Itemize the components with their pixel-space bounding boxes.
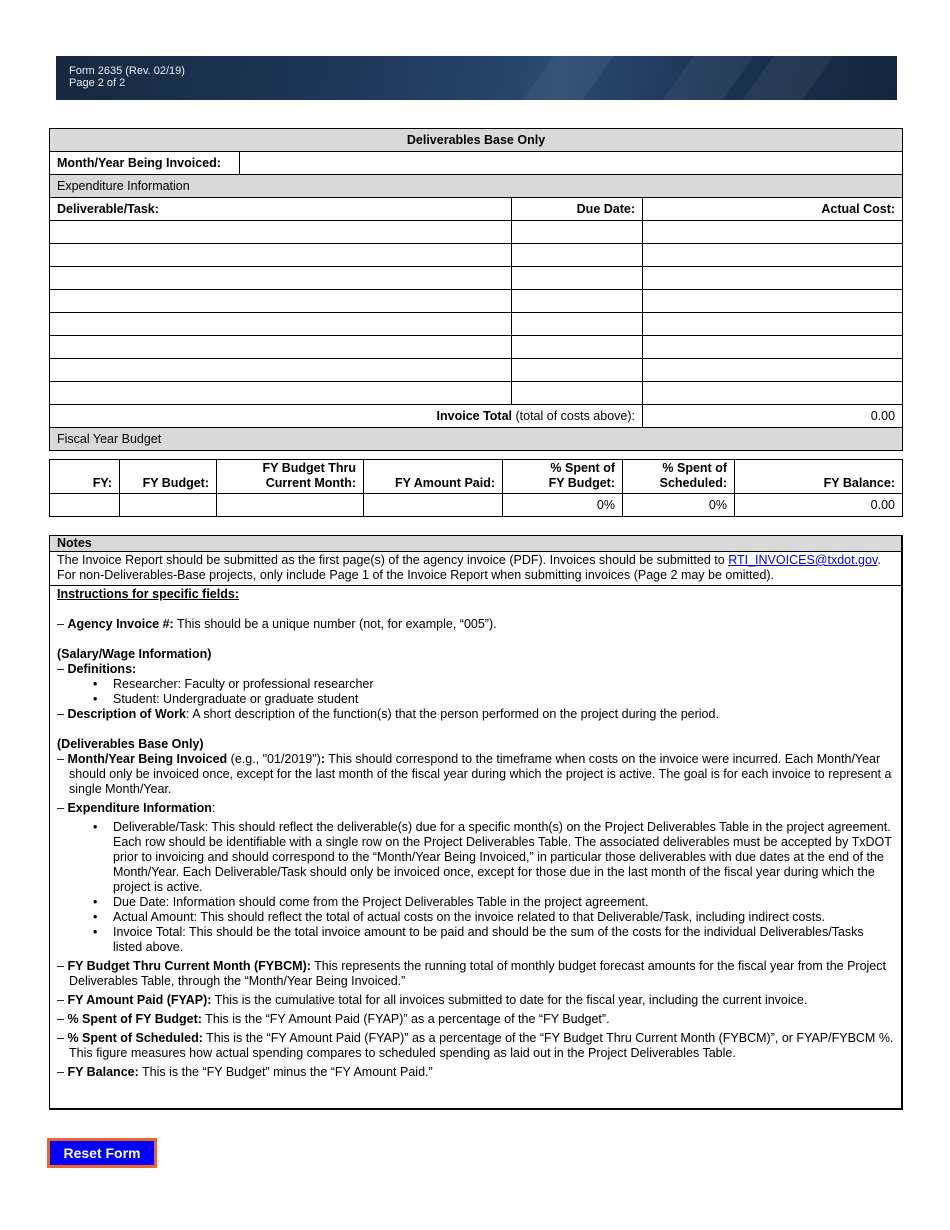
- expenditure-row: [50, 313, 903, 336]
- def-student: • Student: Undergraduate or graduate student: [57, 692, 894, 707]
- note-agency-invoice: – Agency Invoice #: This should be a unique number (not, for example, “005”).: [57, 617, 497, 631]
- notes-title: Notes: [50, 536, 901, 552]
- instructions: [50, 586, 901, 1081]
- instructions-title: Instructions for specific fields:: [57, 587, 239, 601]
- note-month-year: – Month/Year Being Invoiced (e.g., "01/2019"): This should correspond to the timeframe when costs on the invoice were incurred. Each Month/Year should only be invoiced once, except for the last month of the fiscal year during which the project is active. The goal is for each invoice to represent a single Month/Year.: [57, 752, 892, 796]
- due-date-column-header: Due Date:: [512, 198, 643, 221]
- expenditure-row: [50, 221, 903, 244]
- expenditure-row: [50, 336, 903, 359]
- note-expenditure: – Expenditure Information:: [57, 801, 216, 815]
- fy-balance-value: 0.00: [735, 494, 903, 517]
- expenditure-row: [50, 359, 903, 382]
- fy-input[interactable]: [50, 494, 120, 517]
- exp-actual-amount: • Actual Amount: This should reflect the total of actual costs on the invoice related to that Deliverable/Task, including indirect costs.: [57, 910, 894, 925]
- due-date-input[interactable]: [512, 244, 643, 267]
- fiscal-year-table: [49, 459, 903, 517]
- expenditure-row: [50, 267, 903, 290]
- task-input[interactable]: [50, 244, 512, 267]
- fy-budget-thru-input[interactable]: [217, 494, 364, 517]
- actual-cost-input[interactable]: [643, 244, 903, 267]
- fy-budget-input[interactable]: [120, 494, 217, 517]
- dbo-section-title: (Deliverables Base Only): [57, 737, 204, 751]
- fy-amount-paid-column-header: FY Amount Paid:: [364, 460, 503, 494]
- due-date-input[interactable]: [512, 382, 643, 405]
- note-fy-balance: – FY Balance: This is the “FY Budget” minus the “FY Amount Paid.”: [57, 1065, 433, 1079]
- note-definitions: – Definitions:: [57, 662, 137, 676]
- expenditure-row: [50, 290, 903, 313]
- spent-budget-column-header: % Spent of FY Budget:: [503, 460, 623, 494]
- actual-cost-input[interactable]: [643, 313, 903, 336]
- expenditure-section-header: Expenditure Information: [50, 175, 903, 198]
- due-date-input[interactable]: [512, 336, 643, 359]
- actual-cost-input[interactable]: [643, 336, 903, 359]
- month-year-input[interactable]: [240, 152, 903, 175]
- spent-scheduled-column-header: % Spent of Scheduled:: [623, 460, 735, 494]
- due-date-input[interactable]: [512, 290, 643, 313]
- invoice-email-link[interactable]: RTI_INVOICES@txdot.gov: [728, 553, 878, 567]
- exp-invoice-total: • Invoice Total: This should be the total invoice amount to be paid and should be the sum of the costs for the individual Deliverables/Tasks listed above.: [57, 925, 894, 955]
- notes-box: [49, 535, 903, 1110]
- actual-cost-column-header: Actual Cost:: [643, 198, 903, 221]
- actual-cost-input[interactable]: [643, 221, 903, 244]
- spent-scheduled-value: 0%: [623, 494, 735, 517]
- due-date-input[interactable]: [512, 359, 643, 382]
- note-description-of-work: – Description of Work: A short description of the function(s) that the person performed on the project during the period.: [57, 707, 719, 721]
- note-fybcm: – FY Budget Thru Current Month (FYBCM): This represents the running total of monthly budget forecast amounts for the fiscal year from the Project Deliverables Table, through the “Month/Year Being Invoiced.”: [57, 959, 886, 988]
- fy-amount-paid-input[interactable]: [364, 494, 503, 517]
- fiscal-year-section-header: Fiscal Year Budget: [50, 428, 903, 451]
- actual-cost-input[interactable]: [643, 359, 903, 382]
- expenditure-row: [50, 382, 903, 405]
- expenditure-row: [50, 244, 903, 267]
- def-researcher: • Researcher: Faculty or professional researcher: [57, 677, 894, 692]
- reset-form-button[interactable]: Reset Form: [47, 1138, 157, 1168]
- form-header-banner: [56, 56, 897, 100]
- actual-cost-input[interactable]: [643, 382, 903, 405]
- exp-due-date: • Due Date: Information should come from the Project Deliverables Table in the project agreement.: [57, 895, 894, 910]
- notes-intro: The Invoice Report should be submitted as the first page(s) of the agency invoice (PDF). Invoices should be submitted to RTI_INVOICES@txdot.gov. For non-Deliverables-Base projects, only include Page 1 of the Invoice Report when submitting invoices (Page 2 may be omitted).: [50, 552, 901, 586]
- fy-balance-column-header: FY Balance:: [735, 460, 903, 494]
- form-number: Form 2635 (Rev. 02/19): [69, 65, 185, 77]
- invoice-total-value: 0.00: [643, 405, 903, 428]
- note-spent-budget: – % Spent of FY Budget: This is the “FY Amount Paid (FYAP)” as a percentage of the “FY Budget”.: [57, 1012, 610, 1026]
- task-column-header: Deliverable/Task:: [50, 198, 512, 221]
- task-input[interactable]: [50, 359, 512, 382]
- deliverables-table: [49, 128, 903, 451]
- task-input[interactable]: [50, 290, 512, 313]
- due-date-input[interactable]: [512, 267, 643, 290]
- task-input[interactable]: [50, 267, 512, 290]
- invoice-total-label: Invoice Total (total of costs above):: [50, 405, 643, 428]
- month-year-label: Month/Year Being Invoiced:: [50, 152, 240, 175]
- task-input[interactable]: [50, 382, 512, 405]
- page-number: Page 2 of 2: [69, 77, 126, 89]
- exp-task: • Deliverable/Task: This should reflect the deliverable(s) due for a specific month(s) on the Project Deliverables Table in the project agreement. Each row should be identifiable with a single row on the Project Deliverables Table. The associated deliverables must be accepted by TxDOT prior to invoicing and should correspond to the “Month/Year Being Invoiced,” in particular those deliverables with due dates at the end of the Month/Year. Each Deliverable/Task should only be invoiced once, except for those due in the last month of the fiscal year during which the project is active.: [57, 820, 894, 895]
- note-fyap: – FY Amount Paid (FYAP): This is the cumulative total for all invoices submitted to date for the fiscal year, including the current invoice.: [57, 993, 808, 1007]
- form-header-text: [69, 65, 185, 89]
- fy-budget-column-header: FY Budget:: [120, 460, 217, 494]
- task-input[interactable]: [50, 221, 512, 244]
- fy-budget-thru-column-header: FY Budget Thru Current Month:: [217, 460, 364, 494]
- due-date-input[interactable]: [512, 313, 643, 336]
- actual-cost-input[interactable]: [643, 267, 903, 290]
- actual-cost-input[interactable]: [643, 290, 903, 313]
- salary-section-title: (Salary/Wage Information): [57, 647, 212, 661]
- task-input[interactable]: [50, 336, 512, 359]
- deliverables-title: Deliverables Base Only: [50, 129, 903, 152]
- note-spent-scheduled: – % Spent of Scheduled: This is the “FY Amount Paid (FYAP)” as a percentage of the “FY Budget Thru Current Month (FYBCM)”, or FYAP/FYBCM %. This figure measures how actual spending compares to scheduled spending as laid out in the Project Deliverables Table.: [57, 1031, 894, 1060]
- task-input[interactable]: [50, 313, 512, 336]
- due-date-input[interactable]: [512, 221, 643, 244]
- spent-budget-value: 0%: [503, 494, 623, 517]
- fy-column-header: FY:: [50, 460, 120, 494]
